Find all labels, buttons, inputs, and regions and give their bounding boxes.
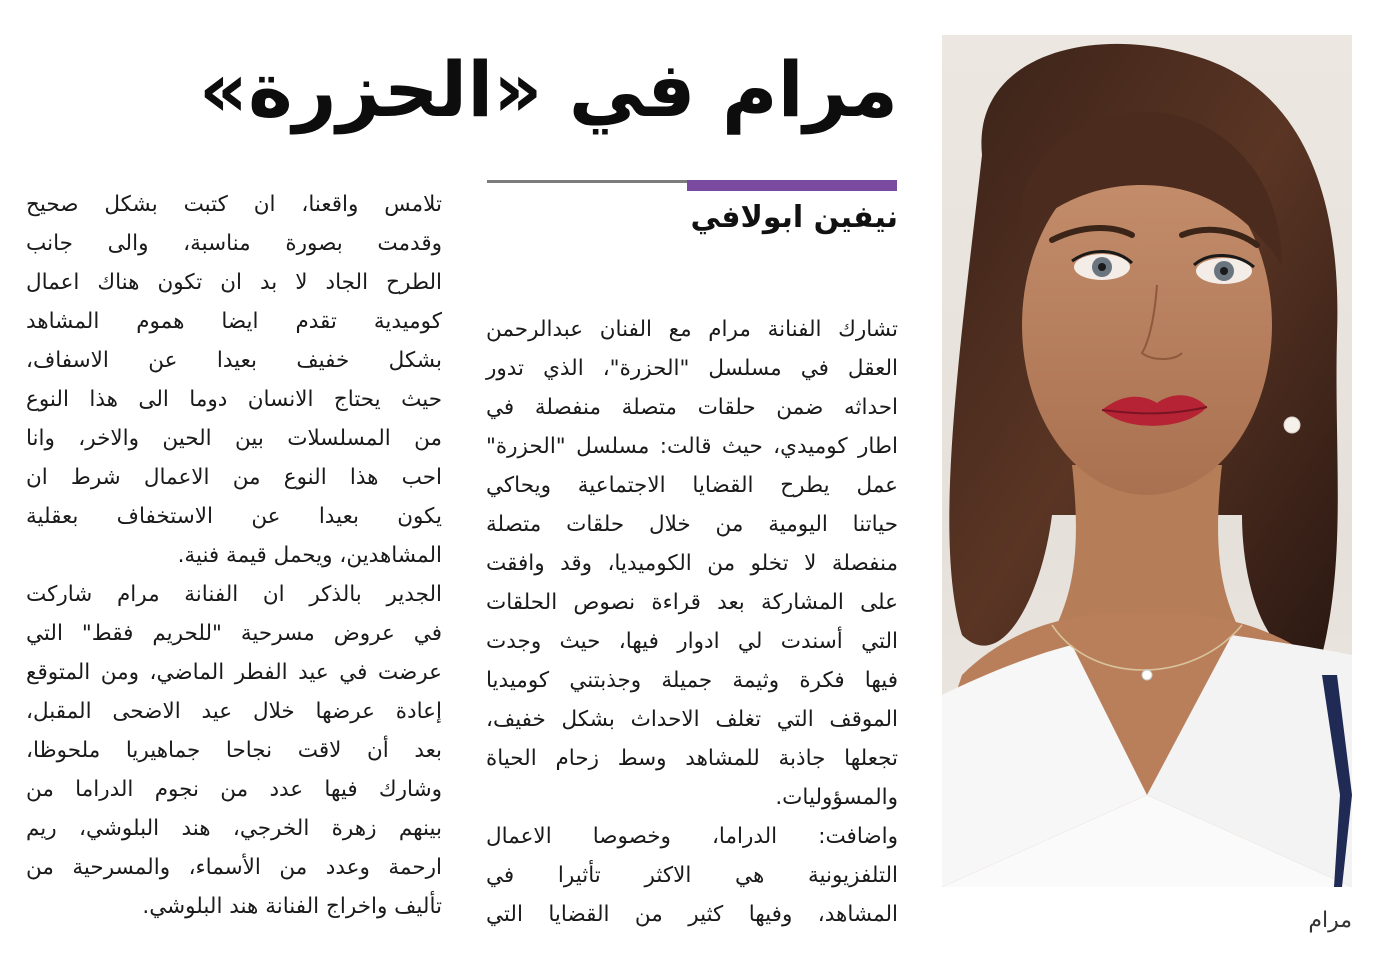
- author-byline: نيفين ابولافي: [690, 200, 898, 235]
- body-line: واضافت: الدراما، وخصوصا الاعمال: [486, 824, 898, 849]
- body-line: حيث يحتاج الانسان دوما الى هذا النوع: [26, 387, 442, 412]
- body-line: المشاهد، وفيها كثير من القضايا التي: [486, 902, 898, 927]
- body-line: بشكل خفيف بعيدا عن الاسفاف،: [26, 348, 442, 373]
- body-line: تجعلها جاذبة للمشاهد وسط زحام الحياة: [486, 746, 898, 771]
- body-line: إعادة عرضها خلال عيد الاضحى المقبل،: [26, 699, 442, 724]
- body-line: بينهم زهرة الخرجي، هند البلوشي، ريم: [26, 816, 442, 841]
- article-photo: [942, 35, 1352, 887]
- body-line: كوميدية تقدم ايضا هموم المشاهد: [26, 309, 442, 334]
- body-line: التلفزيونية هي الاكثر تأثيرا في: [486, 863, 898, 888]
- body-line: بعد أن لاقت نجاحا جماهيريا ملحوظا،: [26, 738, 442, 763]
- body-line: حياتنا اليومية من خلال حلقات متصلة: [486, 512, 898, 537]
- photo-caption: مرام: [1308, 908, 1352, 933]
- body-line: تلامس واقعنا، ان كتبت بشكل صحيح: [26, 192, 442, 217]
- body-line: احب هذا النوع من الاعمال شرط ان: [26, 465, 442, 490]
- body-line: احداثه ضمن حلقات متصلة منفصلة في: [486, 395, 898, 420]
- body-line: وقدمت بصورة مناسبة، والى جانب: [26, 231, 442, 256]
- body-line: في عروض مسرحية "للحريم فقط" التي: [26, 621, 442, 646]
- body-line: تأليف واخراج الفنانة هند البلوشي.: [142, 894, 442, 919]
- body-line: الطرح الجاد لا بد ان تكون هناك اعمال: [26, 270, 442, 295]
- body-line: الموقف التي تغلف الاحداث بشكل خفيف،: [486, 707, 898, 732]
- article-column-left: [26, 185, 442, 926]
- body-line: والمسؤوليات.: [775, 785, 898, 810]
- body-line: على المشاركة بعد قراءة نصوص الحلقات: [486, 590, 898, 615]
- body-line: الجدير بالذكر ان الفنانة مرام شاركت: [26, 582, 442, 607]
- body-line: وشارك فيها عدد من نجوم الدراما من: [26, 777, 442, 802]
- body-line: اطار كوميدي، حيث قالت: مسلسل "الحزرة": [486, 434, 898, 459]
- body-line: عمل يطرح القضايا الاجتماعية ويحاكي: [486, 473, 898, 498]
- body-line: فيها فكرة وثيمة جميلة وجذبتني كوميديا: [486, 668, 898, 693]
- body-line: من المسلسلات بين الحين والاخر، وانا: [26, 426, 442, 451]
- body-line: تشارك الفنانة مرام مع الفنان عبدالرحمن: [486, 317, 898, 342]
- body-line: العقل في مسلسل "الحزرة"، الذي تدور: [486, 356, 898, 381]
- body-line: ارحمة وعدد من الأسماء، والمسرحية من: [26, 855, 442, 880]
- body-line: عرضت في عيد الفطر الماضي، ومن المتوقع: [26, 660, 442, 685]
- article-column-right: [486, 310, 898, 934]
- body-line: التي أسندت لي ادوار فيها، حيث وجدت: [486, 629, 898, 654]
- divider-accent: [687, 180, 897, 191]
- body-line: يكون بعيدا عن الاستخفاف بعقلية: [26, 504, 442, 529]
- body-line: المشاهدين، ويحمل قيمة فنية.: [177, 543, 442, 568]
- article-headline: مرام في «الحزرة»: [198, 45, 898, 134]
- body-line: منفصلة لا تخلو من الكوميديا، وقد وافقت: [486, 551, 898, 576]
